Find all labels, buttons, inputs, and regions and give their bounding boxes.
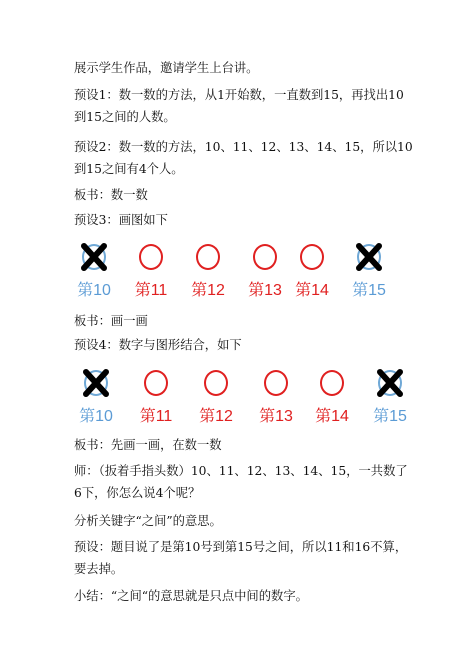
circle-icon [264, 370, 288, 396]
diagram-row-2 [64, 366, 407, 438]
diagram-item [282, 240, 342, 312]
paragraph-board-1: 板书：数一数 [74, 188, 148, 202]
diagram-item [126, 366, 186, 438]
diagram-item [302, 366, 362, 438]
circle-icon [144, 370, 168, 396]
seat-label: 第13 [248, 282, 282, 299]
paragraph-board-2: 板书：画一画 [74, 314, 148, 328]
diagram-row-1 [64, 240, 404, 312]
cross-icon [354, 242, 384, 272]
seat-label: 第14 [315, 408, 349, 425]
diagram-item [121, 240, 181, 312]
seat-label: 第15 [373, 408, 407, 425]
circle-icon [139, 244, 163, 270]
cross-icon [81, 368, 111, 398]
seat-label: 第15 [352, 282, 386, 299]
diagram-item [246, 366, 306, 438]
circle-icon [196, 244, 220, 270]
cross-icon [375, 368, 405, 398]
paragraph-preset-4: 预设4：数字与图形结合，如下 [74, 338, 242, 352]
circle-icon [204, 370, 228, 396]
seat-label: 第10 [77, 282, 111, 299]
paragraph-analysis: 分析关键字“之间”的意思。 [74, 514, 222, 528]
diagram-item [64, 240, 124, 312]
diagram-item [339, 240, 399, 312]
diagram-item [178, 240, 238, 312]
circle-icon [320, 370, 344, 396]
paragraph-board-3: 板书：先画一画，在数一数 [74, 438, 222, 452]
paragraph-preset-5: 预设：题目说了是第10号到第15号之间，所以11和16不算，要去掉。 [74, 540, 408, 576]
paragraph-preset-3: 预设3：画图如下 [74, 213, 168, 227]
paragraph-summary: 小结：“之间“的意思就是只点中间的数字。 [74, 589, 308, 603]
seat-label: 第12 [191, 282, 225, 299]
seat-label: 第13 [259, 408, 293, 425]
cross-icon [79, 242, 109, 272]
paragraph-preset-1: 预设1：数一数的方法，从1开始数，一直数到15，再找出10到15之间的人数。 [74, 88, 404, 124]
diagram-item [66, 366, 126, 438]
seat-label: 第11 [139, 408, 173, 425]
diagram-item [360, 366, 420, 438]
paragraph-teacher: 师：（扳着手指头数）10、11、12、13、14、15，一共数了6下，你怎么说4个呢？ [74, 464, 408, 500]
diagram-item [186, 366, 246, 438]
seat-label: 第14 [295, 282, 329, 299]
seat-label: 第10 [79, 408, 113, 425]
seat-label: 第12 [199, 408, 233, 425]
seat-label: 第11 [134, 282, 168, 299]
circle-icon [300, 244, 324, 270]
paragraph-intro: 展示学生作品，邀请学生上台讲。 [74, 61, 259, 75]
paragraph-preset-2: 预设2：数一数的方法，10、11、12、13、14、15，所以10到15之间有4个人。 [74, 140, 413, 176]
circle-icon [253, 244, 277, 270]
